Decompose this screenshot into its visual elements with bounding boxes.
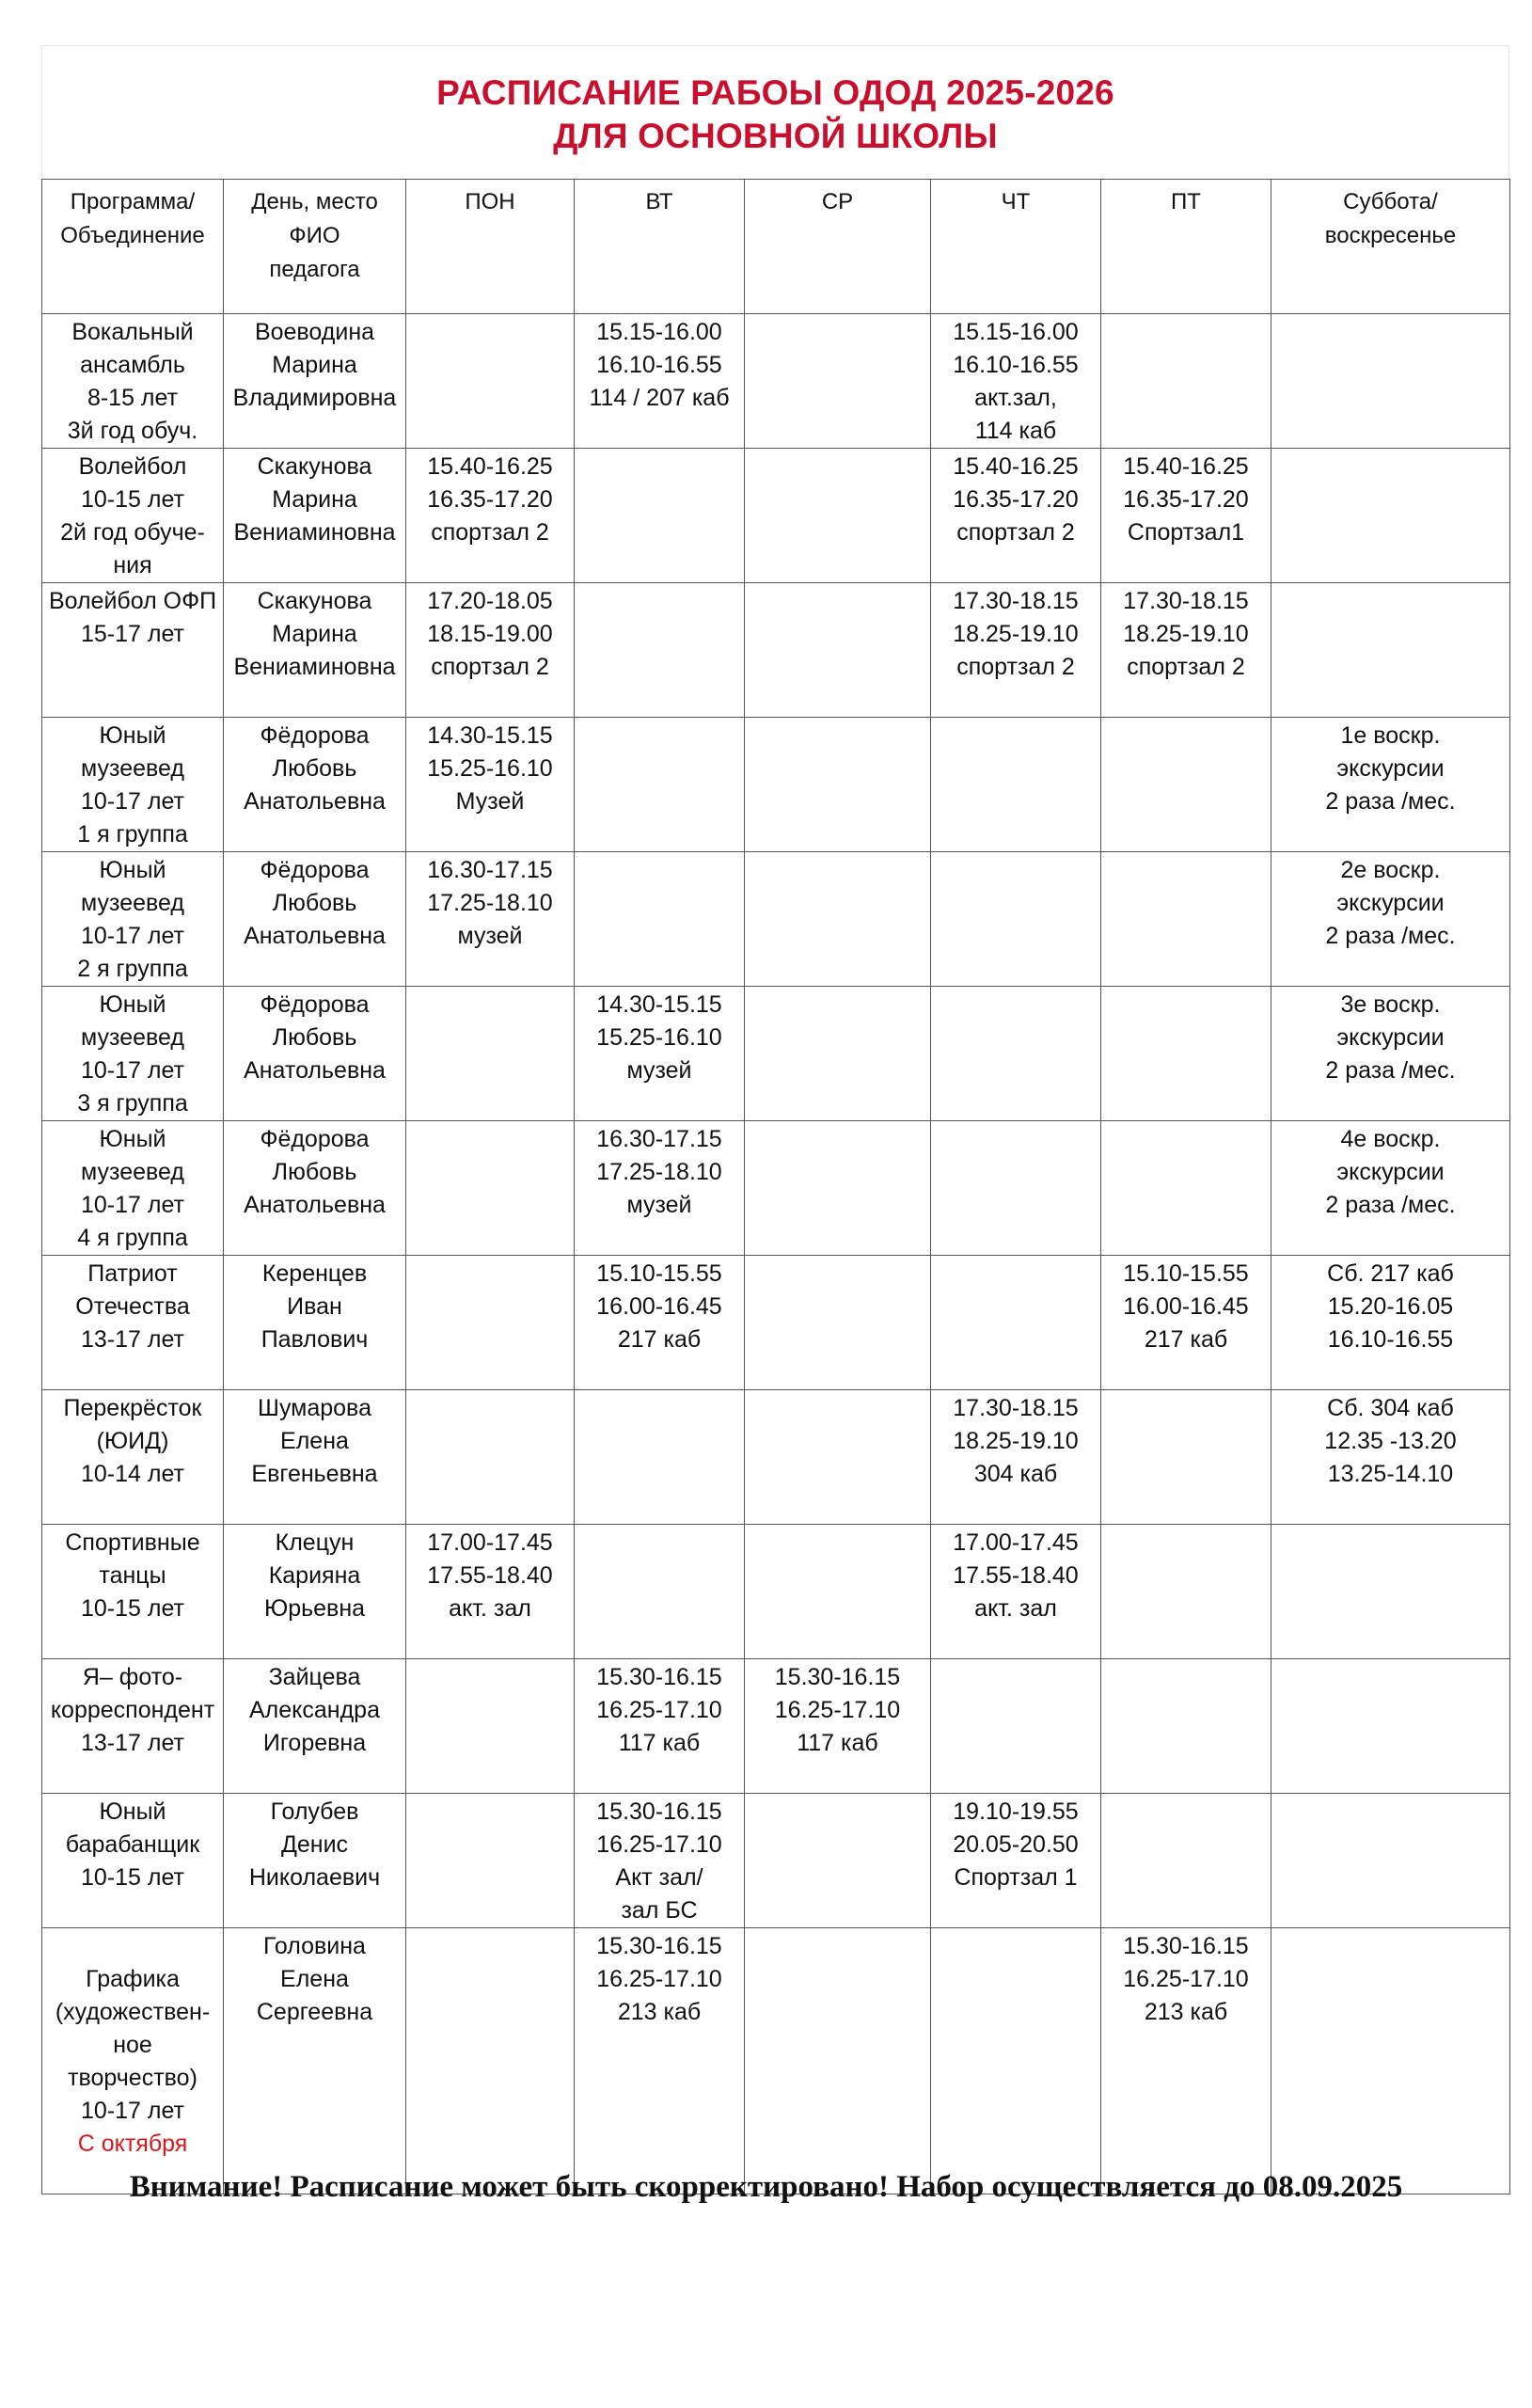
- cell-fri: [1101, 1794, 1271, 1928]
- cell-wed: [745, 1928, 931, 2194]
- cell-teacher: Зайцева Александра Игоревна: [224, 1659, 406, 1794]
- cell-program: Патриот Отечества 13-17 лет: [42, 1256, 224, 1390]
- cell-wed: [745, 1121, 931, 1256]
- cell-program: Юный музеевед 10-17 лет 1 я группа: [42, 718, 224, 852]
- table-row: [42, 583, 1510, 718]
- cell-thu: [931, 852, 1101, 987]
- cell-weekend: [1271, 1659, 1510, 1794]
- cell-fri: 15.10-15.55 16.00-16.45 217 каб: [1101, 1256, 1271, 1390]
- header-program: Программа/ Объединение: [42, 180, 224, 314]
- schedule-table: [41, 179, 1510, 2194]
- cell-weekend: Сб. 304 каб 12.35 -13.20 13.25-14.10: [1271, 1390, 1510, 1525]
- cell-tue: [575, 1390, 745, 1525]
- cell-mon: [406, 1390, 575, 1525]
- cell-program: Волейбол ОФП 15-17 лет: [42, 583, 224, 718]
- header-mon: ПОН: [406, 180, 575, 314]
- cell-mon: 17.20-18.05 18.15-19.00 спортзал 2: [406, 583, 575, 718]
- cell-program: Я– фото- корреспондент 13-17 лет: [42, 1659, 224, 1794]
- cell-tue: 14.30-15.15 15.25-16.10 музей: [575, 987, 745, 1121]
- schedule-sheet: [41, 45, 1509, 2194]
- table-row: [42, 987, 1510, 1121]
- cell-thu: [931, 987, 1101, 1121]
- cell-weekend: 1е воскр. экскурсии 2 раза /мес.: [1271, 718, 1510, 852]
- cell-thu: 19.10-19.55 20.05-20.50 Спортзал 1: [931, 1794, 1101, 1928]
- cell-fri: [1101, 314, 1271, 449]
- cell-fri: [1101, 852, 1271, 987]
- cell-weekend: 4е воскр. экскурсии 2 раза /мес.: [1271, 1121, 1510, 1256]
- cell-tue: [575, 449, 745, 583]
- cell-tue: [575, 583, 745, 718]
- cell-thu: [931, 1659, 1101, 1794]
- cell-tue: 15.30-16.15 16.25-17.10 213 каб: [575, 1928, 745, 2194]
- cell-tue: 16.30-17.15 17.25-18.10 музей: [575, 1121, 745, 1256]
- cell-wed: [745, 583, 931, 718]
- cell-weekend: [1271, 314, 1510, 449]
- cell-mon: 16.30-17.15 17.25-18.10 музей: [406, 852, 575, 987]
- cell-weekend: [1271, 1928, 1510, 2194]
- cell-wed: 15.30-16.15 16.25-17.10 117 каб: [745, 1659, 931, 1794]
- cell-thu: [931, 718, 1101, 852]
- header-tue: ВТ: [575, 180, 745, 314]
- cell-tue: [575, 1525, 745, 1659]
- cell-weekend: [1271, 583, 1510, 718]
- cell-wed: [745, 314, 931, 449]
- cell-fri: [1101, 1390, 1271, 1525]
- cell-weekend: [1271, 1794, 1510, 1928]
- cell-tue: [575, 718, 745, 852]
- cell-mon: 14.30-15.15 15.25-16.10 Музей: [406, 718, 575, 852]
- cell-mon: [406, 314, 575, 449]
- page-subtitle: ДЛЯ ОСНОВНОЙ ШКОЛЫ: [553, 116, 998, 155]
- cell-program: Юный музеевед 10-17 лет 2 я группа: [42, 852, 224, 987]
- cell-wed: [745, 1390, 931, 1525]
- cell-program: Юный музеевед 10-17 лет 3 я группа: [42, 987, 224, 1121]
- cell-wed: [745, 1256, 931, 1390]
- cell-fri: 17.30-18.15 18.25-19.10 спортзал 2: [1101, 583, 1271, 718]
- cell-wed: [745, 852, 931, 987]
- cell-teacher: Керенцев Иван Павлович: [224, 1256, 406, 1390]
- cell-thu: [931, 1121, 1101, 1256]
- cell-thu: 15.15-16.00 16.10-16.55 акт.зал, 114 каб: [931, 314, 1101, 449]
- cell-weekend: [1271, 1525, 1510, 1659]
- table-row: [42, 1525, 1510, 1659]
- table-row: [42, 1121, 1510, 1256]
- header-weekend: Суббота/ воскресенье: [1271, 180, 1510, 314]
- cell-teacher: Фёдорова Любовь Анатольевна: [224, 987, 406, 1121]
- cell-teacher: Скакунова Марина Вениаминовна: [224, 449, 406, 583]
- cell-program: Спортивные танцы 10-15 лет: [42, 1525, 224, 1659]
- cell-wed: [745, 449, 931, 583]
- header-teacher: День, место ФИО педагога: [224, 180, 406, 314]
- cell-teacher: Фёдорова Любовь Анатольевна: [224, 718, 406, 852]
- table-row: [42, 852, 1510, 987]
- cell-teacher: Голубев Денис Николаевич: [224, 1794, 406, 1928]
- cell-mon: [406, 1659, 575, 1794]
- header-fri: ПТ: [1101, 180, 1271, 314]
- footer-note: Внимание! Расписание может быть скорректировано! Набор осуществляется до 08.09.2025: [129, 2170, 1403, 2204]
- cell-fri: 15.40-16.25 16.35-17.20 Спортзал1: [1101, 449, 1271, 583]
- cell-fri: 15.30-16.15 16.25-17.10 213 каб: [1101, 1928, 1271, 2194]
- cell-tue: 15.15-16.00 16.10-16.55 114 / 207 каб: [575, 314, 745, 449]
- cell-mon: [406, 1928, 575, 2194]
- cell-program: Юный музеевед 10-17 лет 4 я группа: [42, 1121, 224, 1256]
- cell-fri: [1101, 1525, 1271, 1659]
- cell-thu: 17.30-18.15 18.25-19.10 304 каб: [931, 1390, 1101, 1525]
- cell-mon: [406, 987, 575, 1121]
- cell-tue: 15.30-16.15 16.25-17.10 117 каб: [575, 1659, 745, 1794]
- page-title: РАСПИСАНИЕ РАБОЫ ОДОД 2025-2026: [436, 72, 1114, 112]
- cell-thu: 15.40-16.25 16.35-17.20 спортзал 2: [931, 449, 1101, 583]
- table-row: [42, 1659, 1510, 1794]
- cell-weekend: Сб. 217 каб 15.20-16.05 16.10-16.55: [1271, 1256, 1510, 1390]
- cell-weekend: 2е воскр. экскурсии 2 раза /мес.: [1271, 852, 1510, 987]
- cell-mon: [406, 1256, 575, 1390]
- header-thu: ЧТ: [931, 180, 1101, 314]
- cell-mon: 17.00-17.45 17.55-18.40 акт. зал: [406, 1525, 575, 1659]
- table-row: [42, 1794, 1510, 1928]
- program-name: Графика (художествен- ное творчество) 10-17 лет: [55, 1966, 211, 2124]
- cell-wed: [745, 1525, 931, 1659]
- cell-tue: 15.10-15.55 16.00-16.45 217 каб: [575, 1256, 745, 1390]
- cell-teacher: Скакунова Марина Вениаминовна: [224, 583, 406, 718]
- cell-teacher: Шумарова Елена Евгеньевна: [224, 1390, 406, 1525]
- cell-program: [42, 1928, 224, 2194]
- cell-fri: [1101, 1121, 1271, 1256]
- cell-teacher: Фёдорова Любовь Анатольевна: [224, 852, 406, 987]
- table-row: [42, 314, 1510, 449]
- table-row: [42, 1390, 1510, 1525]
- header-wed: СР: [745, 180, 931, 314]
- cell-fri: [1101, 718, 1271, 852]
- cell-mon: 15.40-16.25 16.35-17.20 спортзал 2: [406, 449, 575, 583]
- cell-mon: [406, 1121, 575, 1256]
- header-row: [42, 180, 1510, 314]
- table-row: [42, 1256, 1510, 1390]
- cell-thu: 17.30-18.15 18.25-19.10 спортзал 2: [931, 583, 1101, 718]
- title-block: [41, 45, 1509, 179]
- cell-tue: 15.30-16.15 16.25-17.10 Акт зал/ зал БС: [575, 1794, 745, 1928]
- cell-program: Юный барабанщик 10-15 лет: [42, 1794, 224, 1928]
- table-row: [42, 718, 1510, 852]
- cell-program: Перекрёсток (ЮИД) 10-14 лет: [42, 1390, 224, 1525]
- cell-teacher: Воеводина Марина Владимировна: [224, 314, 406, 449]
- cell-mon: [406, 1794, 575, 1928]
- cell-program: Вокальный ансамбль 8-15 лет 3й год обуч.: [42, 314, 224, 449]
- cell-thu: [931, 1928, 1101, 2194]
- cell-tue: [575, 852, 745, 987]
- cell-program: Волейбол 10-15 лет 2й год обуче- ния: [42, 449, 224, 583]
- table-row: [42, 449, 1510, 583]
- cell-fri: [1101, 1659, 1271, 1794]
- cell-wed: [745, 1794, 931, 1928]
- cell-wed: [745, 987, 931, 1121]
- cell-weekend: [1271, 449, 1510, 583]
- cell-wed: [745, 718, 931, 852]
- cell-teacher: Фёдорова Любовь Анатольевна: [224, 1121, 406, 1256]
- cell-teacher: Головина Елена Сергеевна: [224, 1928, 406, 2194]
- table-row: [42, 1928, 1510, 2194]
- cell-fri: [1101, 987, 1271, 1121]
- cell-weekend: 3е воскр. экскурсии 2 раза /мес.: [1271, 987, 1510, 1121]
- cell-thu: 17.00-17.45 17.55-18.40 акт. зал: [931, 1525, 1101, 1659]
- cell-teacher: Клецун Карияна Юрьевна: [224, 1525, 406, 1659]
- program-start-note: С октября: [77, 2131, 188, 2157]
- cell-thu: [931, 1256, 1101, 1390]
